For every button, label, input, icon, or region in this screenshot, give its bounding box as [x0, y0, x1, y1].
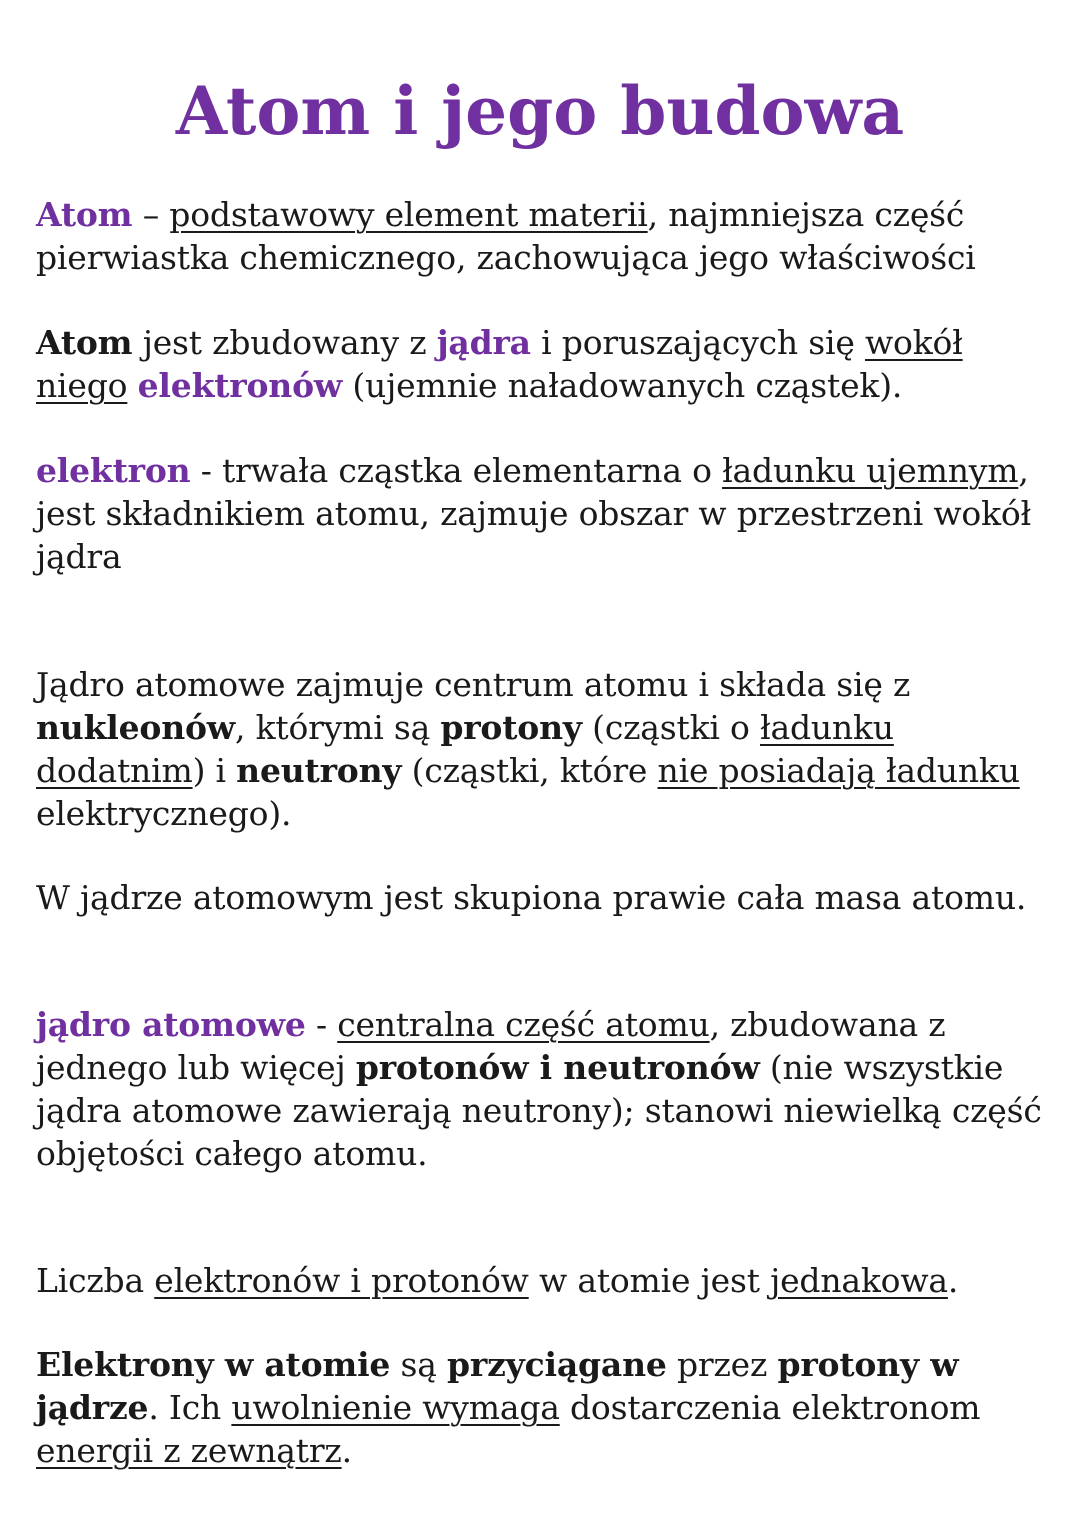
atom-structure-paragraph [36, 321, 1046, 407]
underlined-phrase: energii z zewnątrz [36, 1431, 342, 1470]
text-run: dostarczenia elektronom [559, 1388, 981, 1427]
text-run: . [947, 1261, 959, 1300]
text-run: . [341, 1431, 352, 1470]
count-paragraph [36, 1259, 1046, 1302]
text-run: Jądro atomowe zajmuje centrum atomu i składa się z [36, 665, 911, 704]
bold-term: przyciągane [447, 1345, 667, 1384]
dash: – [132, 195, 170, 234]
text-run: elektrycznego). [36, 794, 292, 833]
text-run: są [390, 1345, 448, 1384]
term-jadro-atomowe: jądro atomowe [36, 1005, 306, 1044]
underlined-phrase: elektronów i protonów [154, 1261, 529, 1300]
text-run: i poruszających się [530, 323, 865, 362]
text-run: w atomie jest [528, 1261, 771, 1300]
text-run: , najmniejsza część pierwiastka chemicznego, zachowująca jego właściwości [36, 195, 976, 277]
text-run: , zbudowana z jednego lub więcej [36, 1005, 946, 1087]
text-run [127, 366, 137, 405]
nucleus-paragraph [36, 663, 1046, 835]
underlined-phrase: uwolnienie wymaga [231, 1388, 560, 1427]
page-title: Atom i jego budowa [175, 72, 905, 150]
term-elektron: elektron [36, 451, 191, 490]
underlined-phrase: ładunku dodatnim [36, 708, 894, 790]
bold-term: neutrony [236, 751, 402, 790]
bold-term: nukleonów [36, 708, 236, 747]
term-jadra: jądra [436, 323, 531, 362]
underlined-phrase: centralna część atomu [337, 1005, 710, 1044]
text-run: - [305, 1005, 338, 1044]
text-run: (cząstki, które [401, 751, 658, 790]
underlined-phrase: nie posiadają ładunku [657, 751, 1020, 790]
text-run: - trwała cząstka elementarna o [190, 451, 723, 490]
definition-elektron [36, 449, 1046, 578]
underlined-phrase: podstawowy element materii [169, 195, 648, 234]
underlined-phrase: wokół niego [36, 323, 963, 405]
definition-jadro-atomowe [36, 1003, 1046, 1175]
text-run: (nie wszystkie jądra atomowe zawierają neutrony); stanowi niewielką część objętości całego atomu. [36, 1048, 1042, 1173]
attraction-paragraph [36, 1343, 1046, 1472]
text-run: przez [666, 1345, 778, 1384]
underlined-phrase: ładunku ujemnym [722, 451, 1019, 490]
text-run: W jądrze atomowym jest skupiona prawie cała masa atomu. [36, 878, 1027, 917]
text-run: , którymi są [235, 708, 441, 747]
text-run: , jest składnikiem atomu, zajmuje obszar w przestrzeni wokół jądra [36, 451, 1032, 576]
bold-term: protony [440, 708, 582, 747]
text-run: (ujemnie naładowanych cząstek). [342, 366, 903, 405]
underlined-phrase: jednakowa [770, 1261, 948, 1300]
definition-atom [36, 193, 1046, 279]
term-atom: Atom [36, 195, 133, 234]
text-run: . Ich [148, 1388, 232, 1427]
bold-term: Atom [36, 323, 133, 362]
text-run: (cząstki o [581, 708, 760, 747]
text-run: Liczba [36, 1261, 155, 1300]
bold-term: protony w jądrze [36, 1345, 959, 1427]
text-run: ) i [192, 751, 237, 790]
text-run: jest zbudowany z [132, 323, 437, 362]
bold-term: protonów i neutronów [355, 1048, 760, 1087]
mass-paragraph [36, 876, 1046, 919]
bold-term: Elektrony w atomie [36, 1345, 391, 1384]
term-elektronow: elektronów [137, 366, 343, 405]
